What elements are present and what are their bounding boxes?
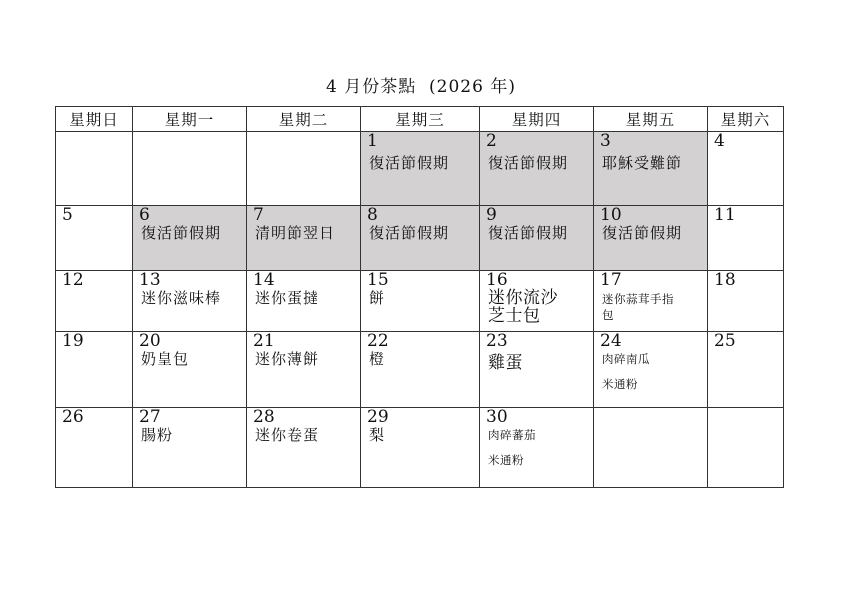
weekday-header-tuesday: 星期二: [247, 107, 361, 132]
day-number: 13: [139, 270, 161, 290]
day-cell-30: [480, 408, 594, 488]
day-number: 1: [367, 131, 378, 151]
snack-label: 腸粉: [141, 426, 174, 444]
holiday-label: 清明節翌日: [255, 224, 336, 242]
day-cell-15: [361, 271, 480, 332]
day-number: 14: [253, 270, 275, 290]
day-cell-2: [480, 132, 594, 206]
day-number: 25: [714, 331, 736, 351]
day-number: 28: [253, 407, 275, 427]
week-row: [56, 332, 784, 408]
day-cell-10: [594, 206, 708, 271]
day-cell-empty: [56, 132, 133, 206]
week-row: [56, 271, 784, 332]
day-cell-27: [133, 408, 247, 488]
day-number: 4: [714, 131, 725, 151]
holiday-label: 復活節假期: [488, 224, 569, 242]
snack-label: 肉碎蕃茄 米通粉: [488, 428, 536, 467]
snack-label: 迷你卷蛋: [255, 426, 320, 444]
day-cell-empty: [594, 408, 708, 488]
snack-label: 橙: [369, 350, 386, 368]
day-number: 29: [367, 407, 389, 427]
weekday-header-saturday: 星期六: [708, 107, 784, 132]
day-number: 3: [600, 131, 611, 151]
snack-label: 肉碎南瓜 米通粉: [602, 352, 650, 391]
day-cell-4: [708, 132, 784, 206]
day-number: 23: [486, 331, 508, 351]
day-cell-13: [133, 271, 247, 332]
day-cell-25: [708, 332, 784, 408]
day-cell-3: [594, 132, 708, 206]
weekday-header-wednesday: 星期三: [361, 107, 480, 132]
weekday-header-thursday: 星期四: [480, 107, 594, 132]
week-row: [56, 206, 784, 271]
day-number: 17: [600, 270, 622, 290]
day-cell-23: [480, 332, 594, 408]
day-cell-14: [247, 271, 361, 332]
day-cell-24: [594, 332, 708, 408]
day-number: 16: [486, 270, 508, 290]
holiday-label: 復活節假期: [602, 224, 683, 242]
day-number: 9: [486, 205, 497, 225]
day-cell-empty: [708, 408, 784, 488]
day-cell-empty: [247, 132, 361, 206]
snack-label: 迷你蒜茸手指 包: [602, 292, 674, 322]
day-cell-16: [480, 271, 594, 332]
snack-label: 餅: [369, 289, 386, 307]
day-number: 2: [486, 131, 497, 151]
day-number: 22: [367, 331, 389, 351]
calendar-table: [55, 106, 784, 488]
day-number: 12: [62, 270, 84, 290]
day-number: 20: [139, 331, 161, 351]
day-cell-21: [247, 332, 361, 408]
day-cell-18: [708, 271, 784, 332]
day-number: 6: [139, 205, 150, 225]
day-number: 8: [367, 205, 378, 225]
day-cell-empty: [133, 132, 247, 206]
day-cell-26: [56, 408, 133, 488]
snack-label: 迷你薄餅: [255, 350, 320, 368]
day-cell-17: [594, 271, 708, 332]
weekday-header-friday: 星期五: [594, 107, 708, 132]
holiday-label: 復活節假期: [141, 224, 222, 242]
holiday-label: 復活節假期: [369, 154, 450, 172]
day-number: 26: [62, 407, 84, 427]
day-cell-28: [247, 408, 361, 488]
holiday-label: 耶穌受難節: [602, 154, 683, 172]
week-row: [56, 408, 784, 488]
day-number: 18: [714, 270, 736, 290]
day-cell-6: [133, 206, 247, 271]
day-cell-22: [361, 332, 480, 408]
snack-label: 迷你流沙 芝士包: [488, 288, 558, 326]
day-number: 11: [714, 205, 736, 225]
holiday-label: 復活節假期: [488, 154, 569, 172]
weekday-header-monday: 星期一: [133, 107, 247, 132]
day-cell-11: [708, 206, 784, 271]
snack-label: 梨: [369, 426, 386, 444]
day-number: 15: [367, 270, 389, 290]
day-number: 21: [253, 331, 275, 351]
day-cell-12: [56, 271, 133, 332]
day-cell-5: [56, 206, 133, 271]
day-number: 5: [62, 205, 73, 225]
holiday-label: 復活節假期: [369, 224, 450, 242]
day-number: 10: [600, 205, 622, 225]
week-row: [56, 132, 784, 206]
day-number: 30: [486, 407, 508, 427]
day-number: 24: [600, 331, 622, 351]
snack-label: 奶皇包: [141, 350, 190, 368]
day-cell-19: [56, 332, 133, 408]
day-number: 7: [253, 205, 264, 225]
day-cell-29: [361, 408, 480, 488]
page-title: 4 月份茶點 (2026 年): [326, 77, 516, 97]
day-cell-8: [361, 206, 480, 271]
day-cell-9: [480, 206, 594, 271]
day-cell-20: [133, 332, 247, 408]
weekday-header-sunday: 星期日: [56, 107, 133, 132]
day-cell-7: [247, 206, 361, 271]
day-number: 27: [139, 407, 161, 427]
snack-label: 迷你滋味棒: [141, 289, 222, 307]
snack-label: 迷你蛋撻: [255, 289, 320, 307]
day-number: 19: [62, 331, 84, 351]
weekday-header-row: [56, 107, 784, 132]
day-cell-1: [361, 132, 480, 206]
snack-label: 雞蛋: [488, 353, 523, 373]
